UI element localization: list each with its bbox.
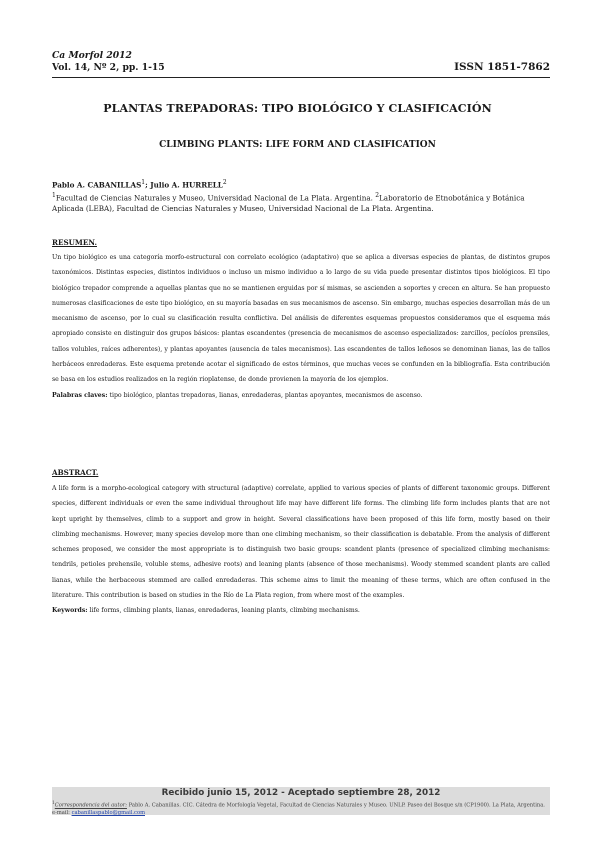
correspondence-note: $^1$Correspondencia del autor: Pablo A. Cabanillas. CIC. Cátedra de Morfología Vegetal, Facultad de Ciencias Naturales y Museo. UNLP. Paseo del Bosque s/n (CP1900). La Plata, Argentina. e-mail: cabanillaspablo@gmail.com (52, 801, 545, 816)
header-rule (52, 77, 550, 78)
received-dates: Recibido junio 15, 2012 - Aceptado septiembre 28, 2012 (161, 788, 441, 798)
paper-subtitle: CLIMBING PLANTS: LIFE FORM AND CLASIFICATION (159, 140, 436, 150)
issn: ISSN 1851-7862 (454, 61, 550, 73)
abstract-heading: ABSTRACT. (52, 468, 99, 477)
footer-box (52, 787, 550, 815)
email-link[interactable]: cabanillaspablo@gmail.com (71, 809, 145, 816)
author-names: Pablo A. CABANILLAS$^1$; Julio A. HURRELL$^2$ (52, 179, 227, 190)
journal-name: Ca Morfol 2012 (52, 50, 132, 61)
journal-header (52, 50, 165, 73)
resumen-body (52, 250, 550, 403)
abstract-keywords: Keywords: life forms, climbing plants, lianas, enredaderas, leaning plants, climbing mechanisms. (52, 607, 360, 615)
abstract-text: A life form is a morpho-ecological category with structural (adaptive) correlate, applied to various species of plants of different taxonomic groups. Different species, different individuals or even the same individual throughout life may have different life forms. The climbing life form includes plants that are not kept upright by themselves, climb to a support and grow in height. Several classifications have been proposed of this life form, mostly based on their climbing mechanisms. However, many species develop more than one climbing mechanism, so their classification is debatable. From the analysis of different schemes proposed, we consider the most appropriate is to distinguish two basic groups: scandent plants (presence of specialized climbing mechanisms: tendrils, petioles prehensile, voluble stems, adhesive roots) and leaning plants (absence of those mechanisms). Woody stemmed scandent plants are called lianas, while the herbaceous stemmed are called enredaderas. This scheme aims to limit the meaning of these terms, which are often confused in the literature. This contribution is based on studies in the Río de La Plata region, from where most of the examples. (52, 485, 550, 600)
journal-volume: Vol. 14, Nº 2, pp. 1-15 (52, 61, 165, 73)
author-affiliations: $^1$Facultad de Ciencias Naturales y Museo, Universidad Nacional de La Plata. Argentina. $^2$Laboratorio de Etnobotánica y Botánica Aplicada (LEBA), Facultad de Ciencias Naturales y Museo, Universidad Nacional de La Plata. Argentina. (52, 191, 525, 213)
resumen-keywords: Palabras claves: tipo biológico, plantas trepadoras, lianas, enredaderas, plantas apoyantes, mecanismos de ascenso. (52, 391, 423, 399)
abstract-body (52, 481, 550, 619)
resumen-heading: RESUMEN. (52, 238, 97, 247)
resumen-text: Un tipo biológico es una categoría morfo-estructural con correlato ecológico (adaptativo) que se aplica a diversas especies de plantas, de distintos grupos taxonómicos. Distintas especies, distintos individuos o incluso un mismo individuo a lo largo de su vida puede presentar distintos tipos biológicos. El tipo biológico trepador comprende a aquellas plantas que no se mantienen erguidas por sí mismas, se ascienden a soportes y crecen en altura. Se han propuesto numerosas clasificaciones de este tipo biológico, en su mayoría basadas en sus mecanismos de ascenso. Sin embargo, muchas especies desarrollan más de un mecanismo de ascenso, por lo cual su clasificación resulta conflictiva. Del análisis de diferentes esquemas propuestos consideramos que el esquema más apropiado consiste en distinguir dos grupos básicos: plantas escandentes (presencia de mecanismos de ascenso especializados: zarcillos, pecíolos prensiles, tallos volubles, raíces adherentes), y plantas apoyantes (ausencia de tales mecanismos). Las escandentes de tallos leñosos se denominan lianas, las de tallos herbáceos enredaderas. Este esquema pretende acotar el significado de estos términos, que muchas veces se confunden en la bibliografía. Esta contribución se basa en los estudios realizados en la región rioplatense, de donde provienen la mayoría de los ejemplos. (52, 254, 550, 384)
paper-title: PLANTAS TREPADORAS: TIPO BIOLÓGICO Y CLASIFICACIÓN (103, 102, 492, 115)
authors-block (52, 178, 550, 214)
